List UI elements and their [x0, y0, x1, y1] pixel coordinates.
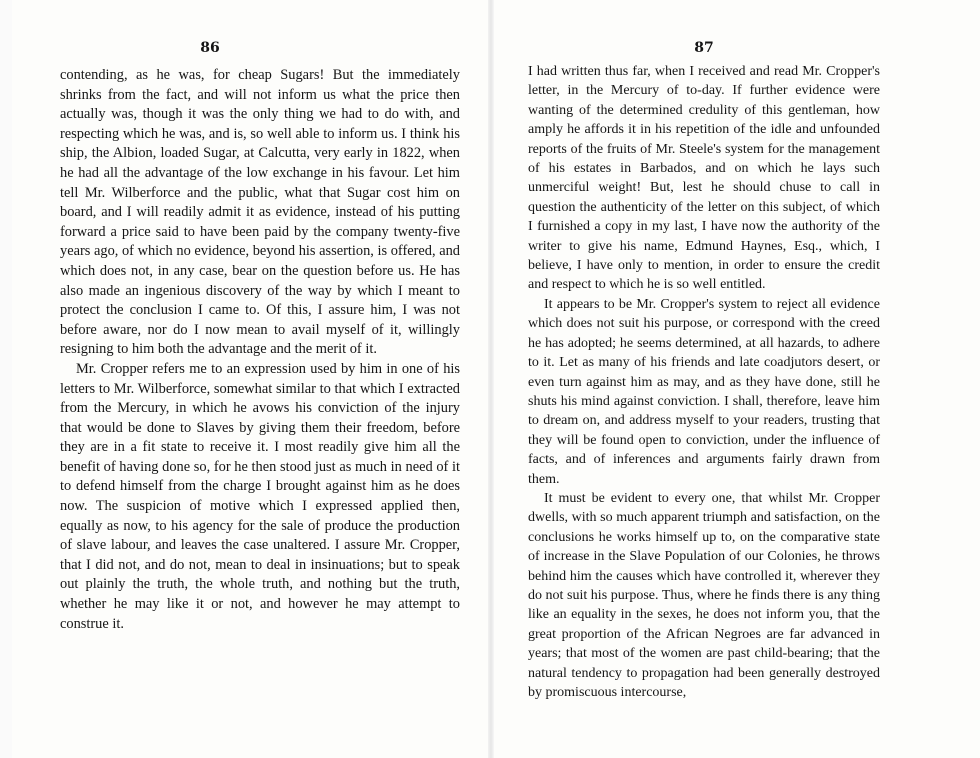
- right-page: [528, 0, 880, 758]
- book-gutter: [488, 0, 494, 758]
- page-number-right: 87: [694, 40, 714, 56]
- left-page-text: [60, 66, 460, 634]
- page-edge: [0, 0, 12, 758]
- paragraph: It must be evident to every one, that whilst Mr. Cropper dwells, with so much apparent triumph and satisfaction, on the conclusions he works himself up to, on the comparative state of increase in the Slave Population of our Colonies, he throws behind him the causes which have controlled it, wherever they do not suit his purpose. Thus, where he finds there is any thing like an equality in the sexes, he does not inform you, that the great proportion of the African Negroes are far advanced in years; that most of the women are past child-bearing; that the natural tendency to propagation had been generally destroyed by promiscuous intercourse,: [528, 490, 880, 700]
- paragraph: I had written thus far, when I received and read Mr. Cropper's letter, in the Mercury of to-day. If further evidence were wanting of the determined credulity of this gentleman, how amply he affords it in his repetition of the idle and unfounded reports of the fruits of Mr. Steele's system for the management of his estates in Barbados, and on which he lays such unmerciful weight! But, lest he should chuse to call in question the authenticity of the letter on this subject, of which I furnished a copy in my last, I have now the authority of the writer to give his name, Edmund Haynes, Esq., which, I believe, I have only to mention, in order to ensure the credit and respect to which he is so well entitled.: [528, 64, 880, 293]
- paragraph: Mr. Cropper refers me to an expression used by him in one of his letters to Mr. Wilberforce, somewhat similar to that which I extracted from the Mercury, in which he avows his conviction of the injury that would be done to Slaves by giving them their freedom, before they are in a fit state to receive it. I most readily give him all the benefit of having done so, for he then stood just as much in need of it to defend himself from the charge I brought against him as he does now. The suspicion of motive which I expressed applied then, equally as now, to his agency for the sale of produce the production of slave labour, and leaves the case unaltered. I assure Mr. Cropper, that I did not, and do not, mean to deal in insinuations; but to speak out plainly the truth, the whole truth, and nothing but the truth, whether he may like it or not, and however he may attempt to construe it.: [60, 360, 460, 632]
- right-page-text: [528, 62, 880, 702]
- page-number-left: 86: [200, 40, 220, 56]
- paragraph: contending, as he was, for cheap Sugars! But the immediately shrinks from the fact, and will not inform us what the price then actually was, though it was the only thing we had to do with, and respecting which he was, and is, so well able to inform us. I think his ship, the Albion, loaded Sugar, at Calcutta, very early in 1822, when he had all the advantage of the low exchange in his favour. Let him tell Mr. Wilberforce and the public, what that Sugar cost him on board, and I will readily admit it as evidence, instead of his putting forward a price said to have been paid by the company twenty-five years ago, of which no evidence, beyond his assertion, is offered, and which does not, in any case, bear on the question before us. He has also made an ingenious discovery of the way by which I meant to protect the conclusion I came to. Of this, I assure him, I was not before aware, nor do I now mean to avail myself of it, willingly resigning to him both the advantage and the merit of it.: [60, 67, 460, 358]
- paragraph: It appears to be Mr. Cropper's system to reject all evidence which does not suit his purpose, or correspond with the creed he has adopted; he seems determined, at all hazards, to adhere to it. Let as many of his friends and late coadjutors desert, or even turn against him as may, and as they have done, still he shuts his mind against conviction. I shall, therefore, leave him to dream on, and address myself to your readers, trusting that they will be found open to conviction, under the influence of facts, and of inferences and arguments fairly drawn from them.: [528, 296, 880, 487]
- left-page: [60, 0, 460, 758]
